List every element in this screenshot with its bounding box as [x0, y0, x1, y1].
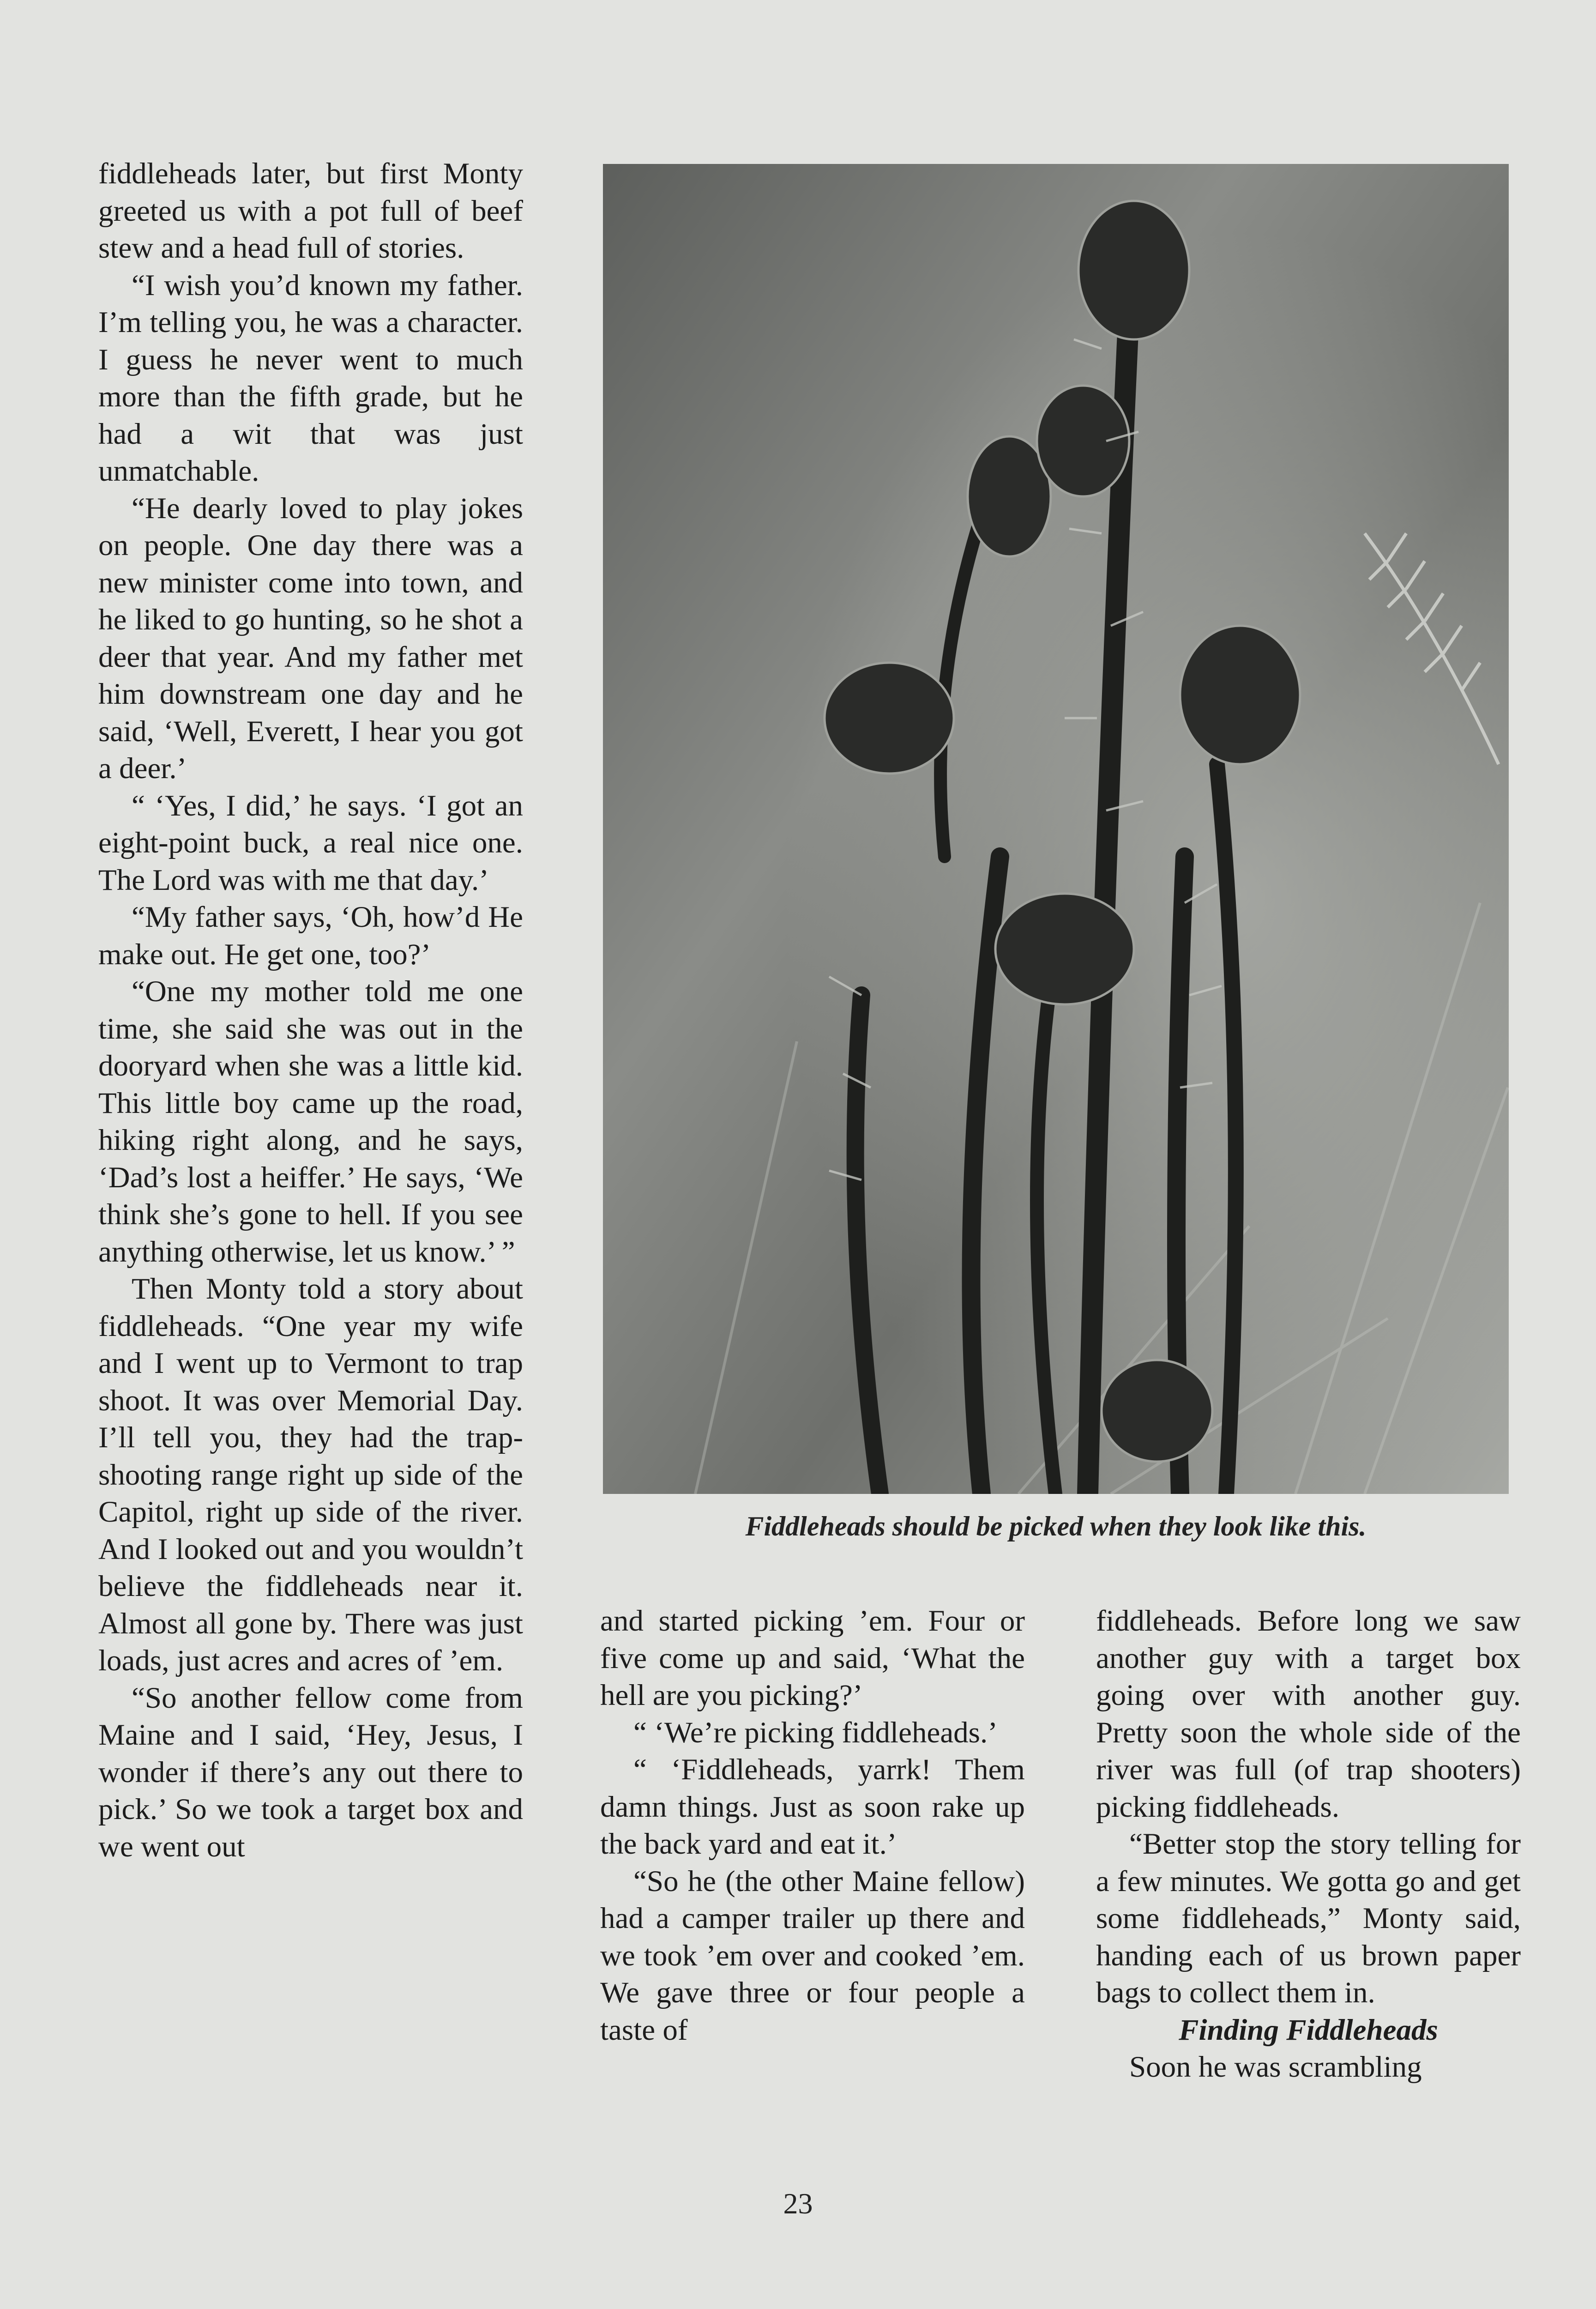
paragraph: Then Monty told a story about fiddleheads. “One year my wife and I went up to Vermont to trap shoot. It was over Memorial Day. I’ll tell you, they had the trapshooting range right up side of the Capitol, right up side of the river. And I looked out and you wouldn’t believe the fiddleheads near it. Almost all gone by. There was just loads, just acres and acres of ’em. [98, 1272, 523, 1677]
paragraph: “Better stop the story telling for a few minutes. We gotta go and get some fiddleheads,” Monty said, handing each of us brown paper bags to collect them in. [1096, 1827, 1521, 2009]
paragraph: “I wish you’d known my father. I’m telling you, he was a character. I guess he never went to much more than the fifth grade, but he had a wit that was just unmatchable. [98, 268, 523, 488]
paragraph: “ ‘Yes, I did,’ he says. ‘I got an eight-point buck, a real nice one. The Lord was with me that day.’ [98, 789, 523, 897]
paragraph: “My father says, ‘Oh, how’d He make out. He get one, too?’ [98, 901, 523, 971]
text-column-right [1096, 1602, 1521, 2086]
fern-photo-icon [603, 164, 1509, 1494]
text-column-left [98, 155, 523, 1865]
paragraph: fiddleheads later, but first Monty greeted us with a pot full of beef stew and a head full of stories. [98, 157, 523, 265]
paragraph: and started picking ’em. Four or five come up and said, ‘What the hell are you picking?’ [600, 1604, 1025, 1712]
paragraph: “One my mother told me one time, she said she was out in the dooryard when she was a little kid. This little boy came up the road, hiking right along, and he says, ‘Dad’s lost a heiffer.’ He says, ‘We think she’s gone to hell. If you see anything otherwise, let us know.’ ” [98, 975, 523, 1269]
photo-caption: Fiddleheads should be picked when they look like this. [745, 1511, 1367, 1541]
fiddlehead-fern-photo [603, 164, 1509, 1494]
paragraph: fiddleheads. Before long we saw another guy with a target box going over with another guy. Pretty soon the whole side of the river was full (of trap shooters) picking fiddleheads. [1096, 1604, 1521, 1824]
page-number: 23 [783, 2187, 813, 2220]
section-subheading: Finding Fiddleheads [1179, 2013, 1438, 2047]
paragraph: “So another fellow come from Maine and I said, ‘Hey, Jesus, I wonder if there’s any out there to pick.’ So we took a target box and we went out [98, 1681, 523, 1863]
paragraph: Soon he was scrambling [1129, 2050, 1422, 2084]
paragraph: “ ‘Fiddleheads, yarrk! Them damn things. Just as soon rake up the back yard and eat it.’ [600, 1753, 1025, 1861]
paragraph: “ ‘We’re picking fiddleheads.’ [633, 1716, 998, 1749]
text-column-middle [600, 1602, 1025, 2049]
paragraph: “He dearly loved to play jokes on people. One day there was a new minister come into town, and he liked to go hunting, so he shot a deer that year. And my father met him downstream one day and he said, ‘Well, Everett, I hear you got a deer.’ [98, 491, 523, 785]
paragraph: “So he (the other Maine fellow) had a camper trailer up there and we took ’em over and cooked ’em. We gave three or four people a taste of [600, 1864, 1025, 2047]
